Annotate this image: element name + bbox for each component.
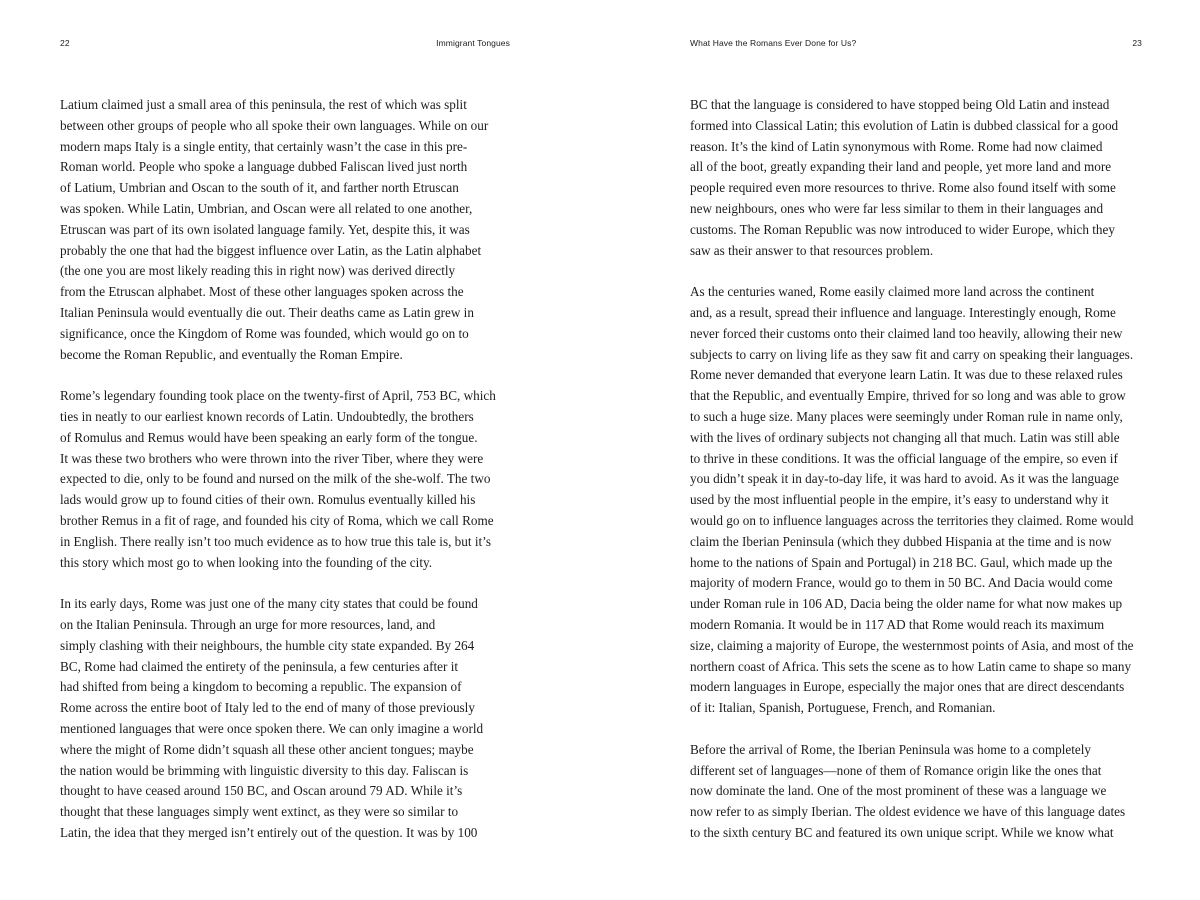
text-line: lads would grow up to found cities of their own. Romulus eventually killed his	[60, 492, 476, 508]
body-text	[690, 95, 1160, 844]
text-line: (the one you are most likely reading this in right now) was derived directly	[60, 263, 456, 279]
text-line: of Latium, Umbrian and Oscan to the south of it, and farther north Etruscan	[60, 180, 459, 196]
text-line: all of the boot, greatly expanding their land and people, yet more land and more	[690, 159, 1112, 175]
text-line: become the Roman Republic, and eventually the Roman Empire.	[60, 346, 403, 362]
text-line: the nation would be brimming with linguistic diversity to this day. Faliscan is	[60, 762, 469, 778]
text-line: mentioned languages that were once spoken there. We can only imagine a world	[60, 720, 484, 736]
text-line: now dominate the land. One of the most prominent of these was a language we	[690, 783, 1107, 799]
text-line: majority of modern France, would go to them in 50 BC. And Dacia would come	[690, 575, 1113, 591]
text-line: northern coast of Africa. This sets the scene as to how Latin came to shape so many	[690, 658, 1132, 674]
body-text	[60, 95, 530, 844]
text-line: between other groups of people who all spoke their own languages. While on our	[60, 117, 489, 133]
text-line: to the sixth century BC and featured its own unique script. While we know what	[690, 824, 1114, 840]
text-line: different set of languages—none of them of Romance origin like the ones that	[690, 762, 1102, 778]
paragraph	[60, 386, 530, 573]
text-line: brother Remus in a fit of rage, and founded his city of Roma, which we call Rome	[60, 512, 494, 528]
text-line: to thrive in these conditions. It was the official language of the empire, so even if	[690, 450, 1118, 466]
text-line: probably the one that had the biggest influence over Latin, as the Latin alphabet	[60, 242, 482, 258]
text-line: size, claiming a majority of Europe, the westernmost points of Asia, and most of the	[690, 637, 1134, 653]
text-line: As the centuries waned, Rome easily claimed more land across the continent	[690, 284, 1095, 300]
text-line: of it: Italian, Spanish, Portuguese, French, and Romanian.	[690, 700, 996, 716]
text-line: with the lives of ordinary subjects not changing all that much. Latin was still able	[690, 429, 1120, 445]
text-line: Roman world. People who spoke a language dubbed Faliscan lived just north	[60, 159, 468, 175]
text-line: where the might of Rome didn’t squash all these other ancient tongues; maybe	[60, 741, 474, 757]
text-line: saw as their answer to that resources problem.	[690, 242, 934, 258]
text-line: Rome’s legendary founding took place on the twenty-first of April, 753 BC, which	[60, 388, 496, 404]
text-line: claim the Iberian Peninsula (which they dubbed Hispania at the time and is now	[690, 533, 1112, 549]
text-line: formed into Classical Latin; this evolution of Latin is dubbed classical for a good	[690, 117, 1119, 133]
text-line: home to the nations of Spain and Portugal) in 218 BC. Gaul, which made up the	[690, 554, 1113, 570]
text-line: ties in neatly to our earliest known records of Latin. Undoubtedly, the brothers	[60, 408, 474, 424]
text-line: Etruscan was part of its own isolated language family. Yet, despite this, it was	[60, 221, 470, 237]
text-line: significance, once the Kingdom of Rome was founded, which would go on to	[60, 325, 469, 341]
text-line: used by the most influential people in the empire, it’s easy to understand why it	[690, 492, 1109, 508]
text-line: under Roman rule in 106 AD, Dacia being the older name for what now makes up	[690, 596, 1123, 612]
text-line: had shifted from being a kingdom to becoming a republic. The expansion of	[60, 679, 462, 695]
text-line: expected to die, only to be found and nursed on the milk of the she-wolf. The two	[60, 471, 491, 487]
text-line: to such a huge size. Many places were seemingly under Roman rule in name only,	[690, 408, 1123, 424]
text-line: BC that the language is considered to have stopped being Old Latin and instead	[690, 97, 1110, 112]
text-line: Italian Peninsula would eventually die out. Their deaths came as Latin grew in	[60, 304, 474, 320]
text-line: in English. There really isn’t too much evidence as to how true this tale is, but it’s	[60, 533, 491, 549]
page-number: 23	[1132, 38, 1142, 48]
running-head: Immigrant Tongues	[436, 38, 510, 48]
text-line: simply clashing with their neighbours, the humble city state expanded. By 264	[60, 637, 475, 653]
text-line: modern languages in Europe, especially the major ones that are direct descendants	[690, 679, 1125, 695]
text-line: was spoken. While Latin, Umbrian, and Oscan were all related to one another,	[60, 200, 473, 216]
paragraph	[60, 594, 530, 844]
text-line: thought that these languages simply went extinct, as they were so similar to	[60, 804, 459, 820]
text-line: people required even more resources to thrive. Rome also found itself with some	[690, 180, 1116, 196]
paragraph	[690, 740, 1160, 844]
text-line: that the Republic, and eventually Empire, thrived for so long and was able to grow	[690, 388, 1126, 404]
text-line: new neighbours, ones who were far less similar to them in their languages and	[690, 200, 1104, 216]
text-line: subjects to carry on living life as they saw fit and carry on speaking their languages.	[690, 346, 1134, 362]
text-line: would go on to influence languages across the territories they claimed. Rome would	[690, 512, 1134, 528]
paragraph	[690, 95, 1160, 261]
text-line: It was these two brothers who were thrown into the river Tiber, where they were	[60, 450, 484, 466]
page-number: 22	[60, 38, 70, 48]
text-line: Latin, the idea that they merged isn’t entirely out of the question. It was by 100	[60, 824, 478, 840]
text-line: Rome across the entire boot of Italy led to the end of many of those previously	[60, 700, 475, 716]
text-line: from the Etruscan alphabet. Most of these other languages spoken across the	[60, 284, 464, 300]
text-line: In its early days, Rome was just one of the many city states that could be found	[60, 596, 478, 612]
running-head: What Have the Romans Ever Done for Us?	[690, 38, 857, 48]
text-line: Rome never demanded that everyone learn Latin. It was due to these relaxed rules	[690, 367, 1123, 383]
paragraph	[690, 282, 1160, 719]
text-line: this story which most go to when looking into the founding of the city.	[60, 554, 433, 570]
text-line: now refer to as simply Iberian. The oldest evidence we have of this language dates	[690, 804, 1126, 820]
text-line: and, as a result, spread their influence and language. Interestingly enough, Rome	[690, 304, 1116, 320]
text-line: never forced their customs onto their claimed land too heavily, allowing their new	[690, 325, 1123, 341]
text-line: customs. The Roman Republic was now introduced to wider Europe, which they	[690, 221, 1115, 237]
text-line: thought to have ceased around 150 BC, and Oscan around 79 AD. While it’s	[60, 783, 463, 799]
text-line: modern maps Italy is a single entity, that certainly wasn’t the case in this pre-	[60, 138, 468, 154]
text-line: of Romulus and Remus would have been speaking an early form of the tongue.	[60, 429, 478, 445]
text-line: Before the arrival of Rome, the Iberian Peninsula was home to a completely	[690, 741, 1091, 757]
text-line: reason. It’s the kind of Latin synonymous with Rome. Rome had now claimed	[690, 138, 1103, 154]
text-line: Latium claimed just a small area of this peninsula, the rest of which was split	[60, 97, 467, 112]
text-line: on the Italian Peninsula. Through an urge for more resources, land, and	[60, 616, 436, 632]
text-line: BC, Rome had claimed the entirety of the peninsula, a few centuries after it	[60, 658, 459, 674]
text-line: modern Romania. It would be in 117 AD that Rome would reach its maximum	[690, 616, 1105, 632]
paragraph	[60, 95, 530, 365]
right-page	[600, 0, 1200, 900]
text-line: you didn’t speak it in day-to-day life, it was hard to avoid. As it was the language	[690, 471, 1119, 487]
